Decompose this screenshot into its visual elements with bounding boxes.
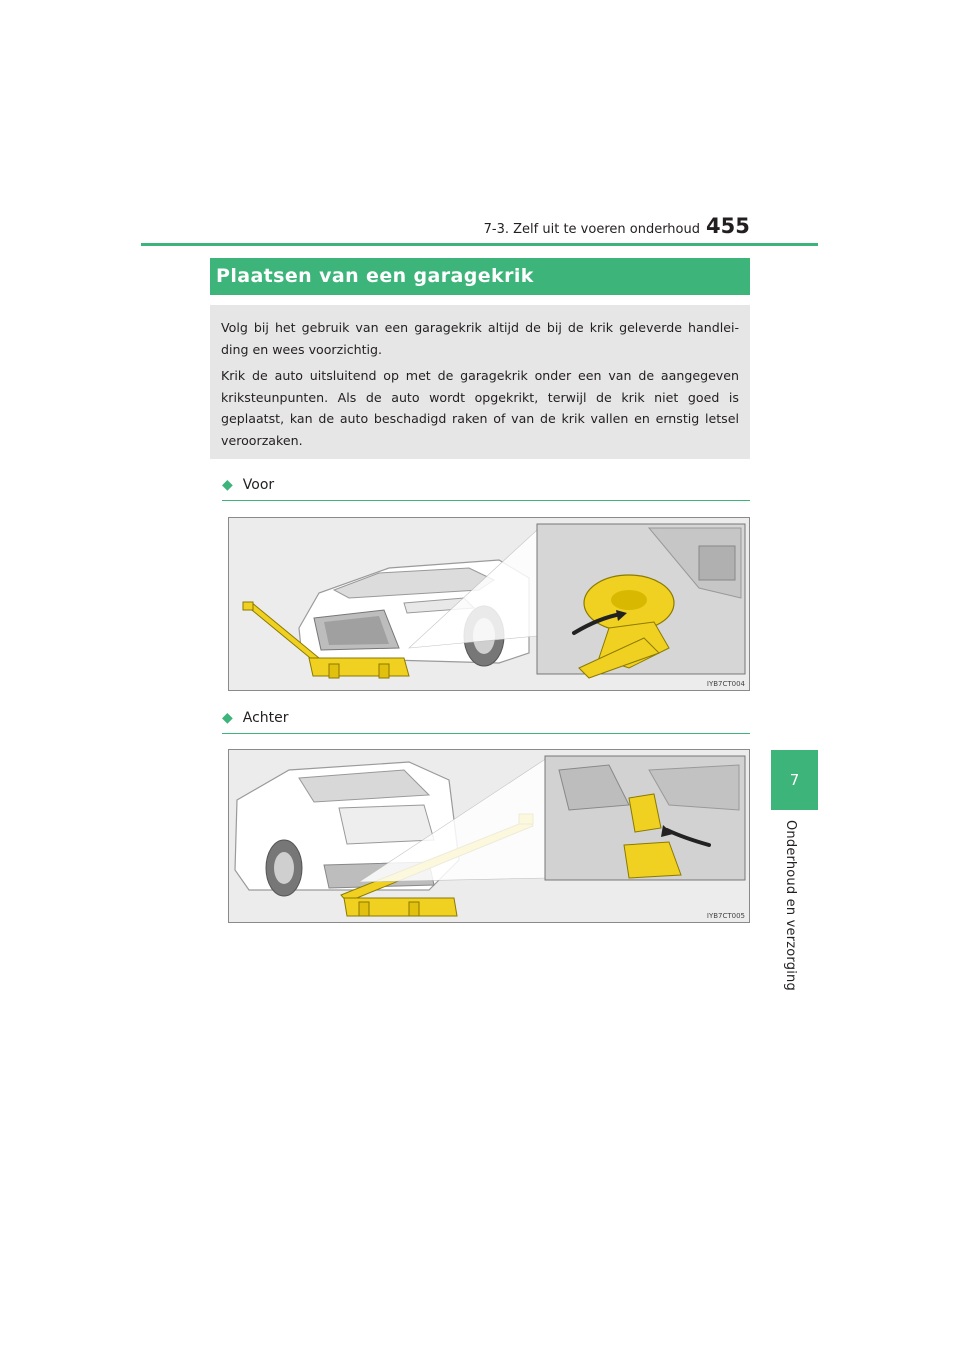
- rear-jack-illustration: [229, 750, 749, 922]
- jack-point-detail-inset: [545, 756, 745, 880]
- rear-heading-label: Achter: [242, 710, 289, 726]
- chapter-number: 7: [789, 771, 800, 789]
- rear-figure-code: IYB7CT005: [706, 912, 745, 920]
- notice-paragraph-2: Krik de auto uitsluitend op met de garagekrik onder een van de aangegeven kriksteunpunten. Als de auto wordt opgekrikt, terwijl de krik niet goed is geplaatst, kan de auto beschadigd raken of van de krik vallen en ernstig letsel veroorzaken.: [221, 368, 739, 448]
- front-heading: [222, 477, 750, 499]
- rear-heading: [222, 710, 750, 732]
- diamond-bullet-icon: ◆: [222, 710, 233, 726]
- front-figure-code: IYB7CT004: [706, 680, 745, 688]
- header-rule: [141, 243, 818, 246]
- rear-jack-figure: [228, 749, 750, 923]
- jack-point-detail-inset: [537, 524, 745, 678]
- rear-heading-rule: [222, 733, 750, 734]
- section-title: Plaatsen van een garagekrik: [210, 258, 750, 295]
- caution-notice: [210, 305, 750, 459]
- diamond-bullet-icon: ◆: [222, 477, 233, 493]
- page-number: 455: [706, 214, 750, 238]
- notice-paragraph-1: Volg bij het gebruik van een garagekrik altijd de bij de krik geleverde handlei-ding en wees voorzichtig.: [221, 320, 739, 357]
- front-jack-figure: [228, 517, 750, 691]
- front-heading-label: Voor: [242, 477, 275, 493]
- chapter-tab[interactable]: [771, 750, 818, 810]
- chapter-title-vertical: Onderhoud en verzorging: [783, 820, 798, 991]
- front-jack-illustration: [229, 518, 749, 690]
- header-section-title: 7-3. Zelf uit te voeren onderhoud: [483, 222, 700, 237]
- front-heading-rule: [222, 500, 750, 501]
